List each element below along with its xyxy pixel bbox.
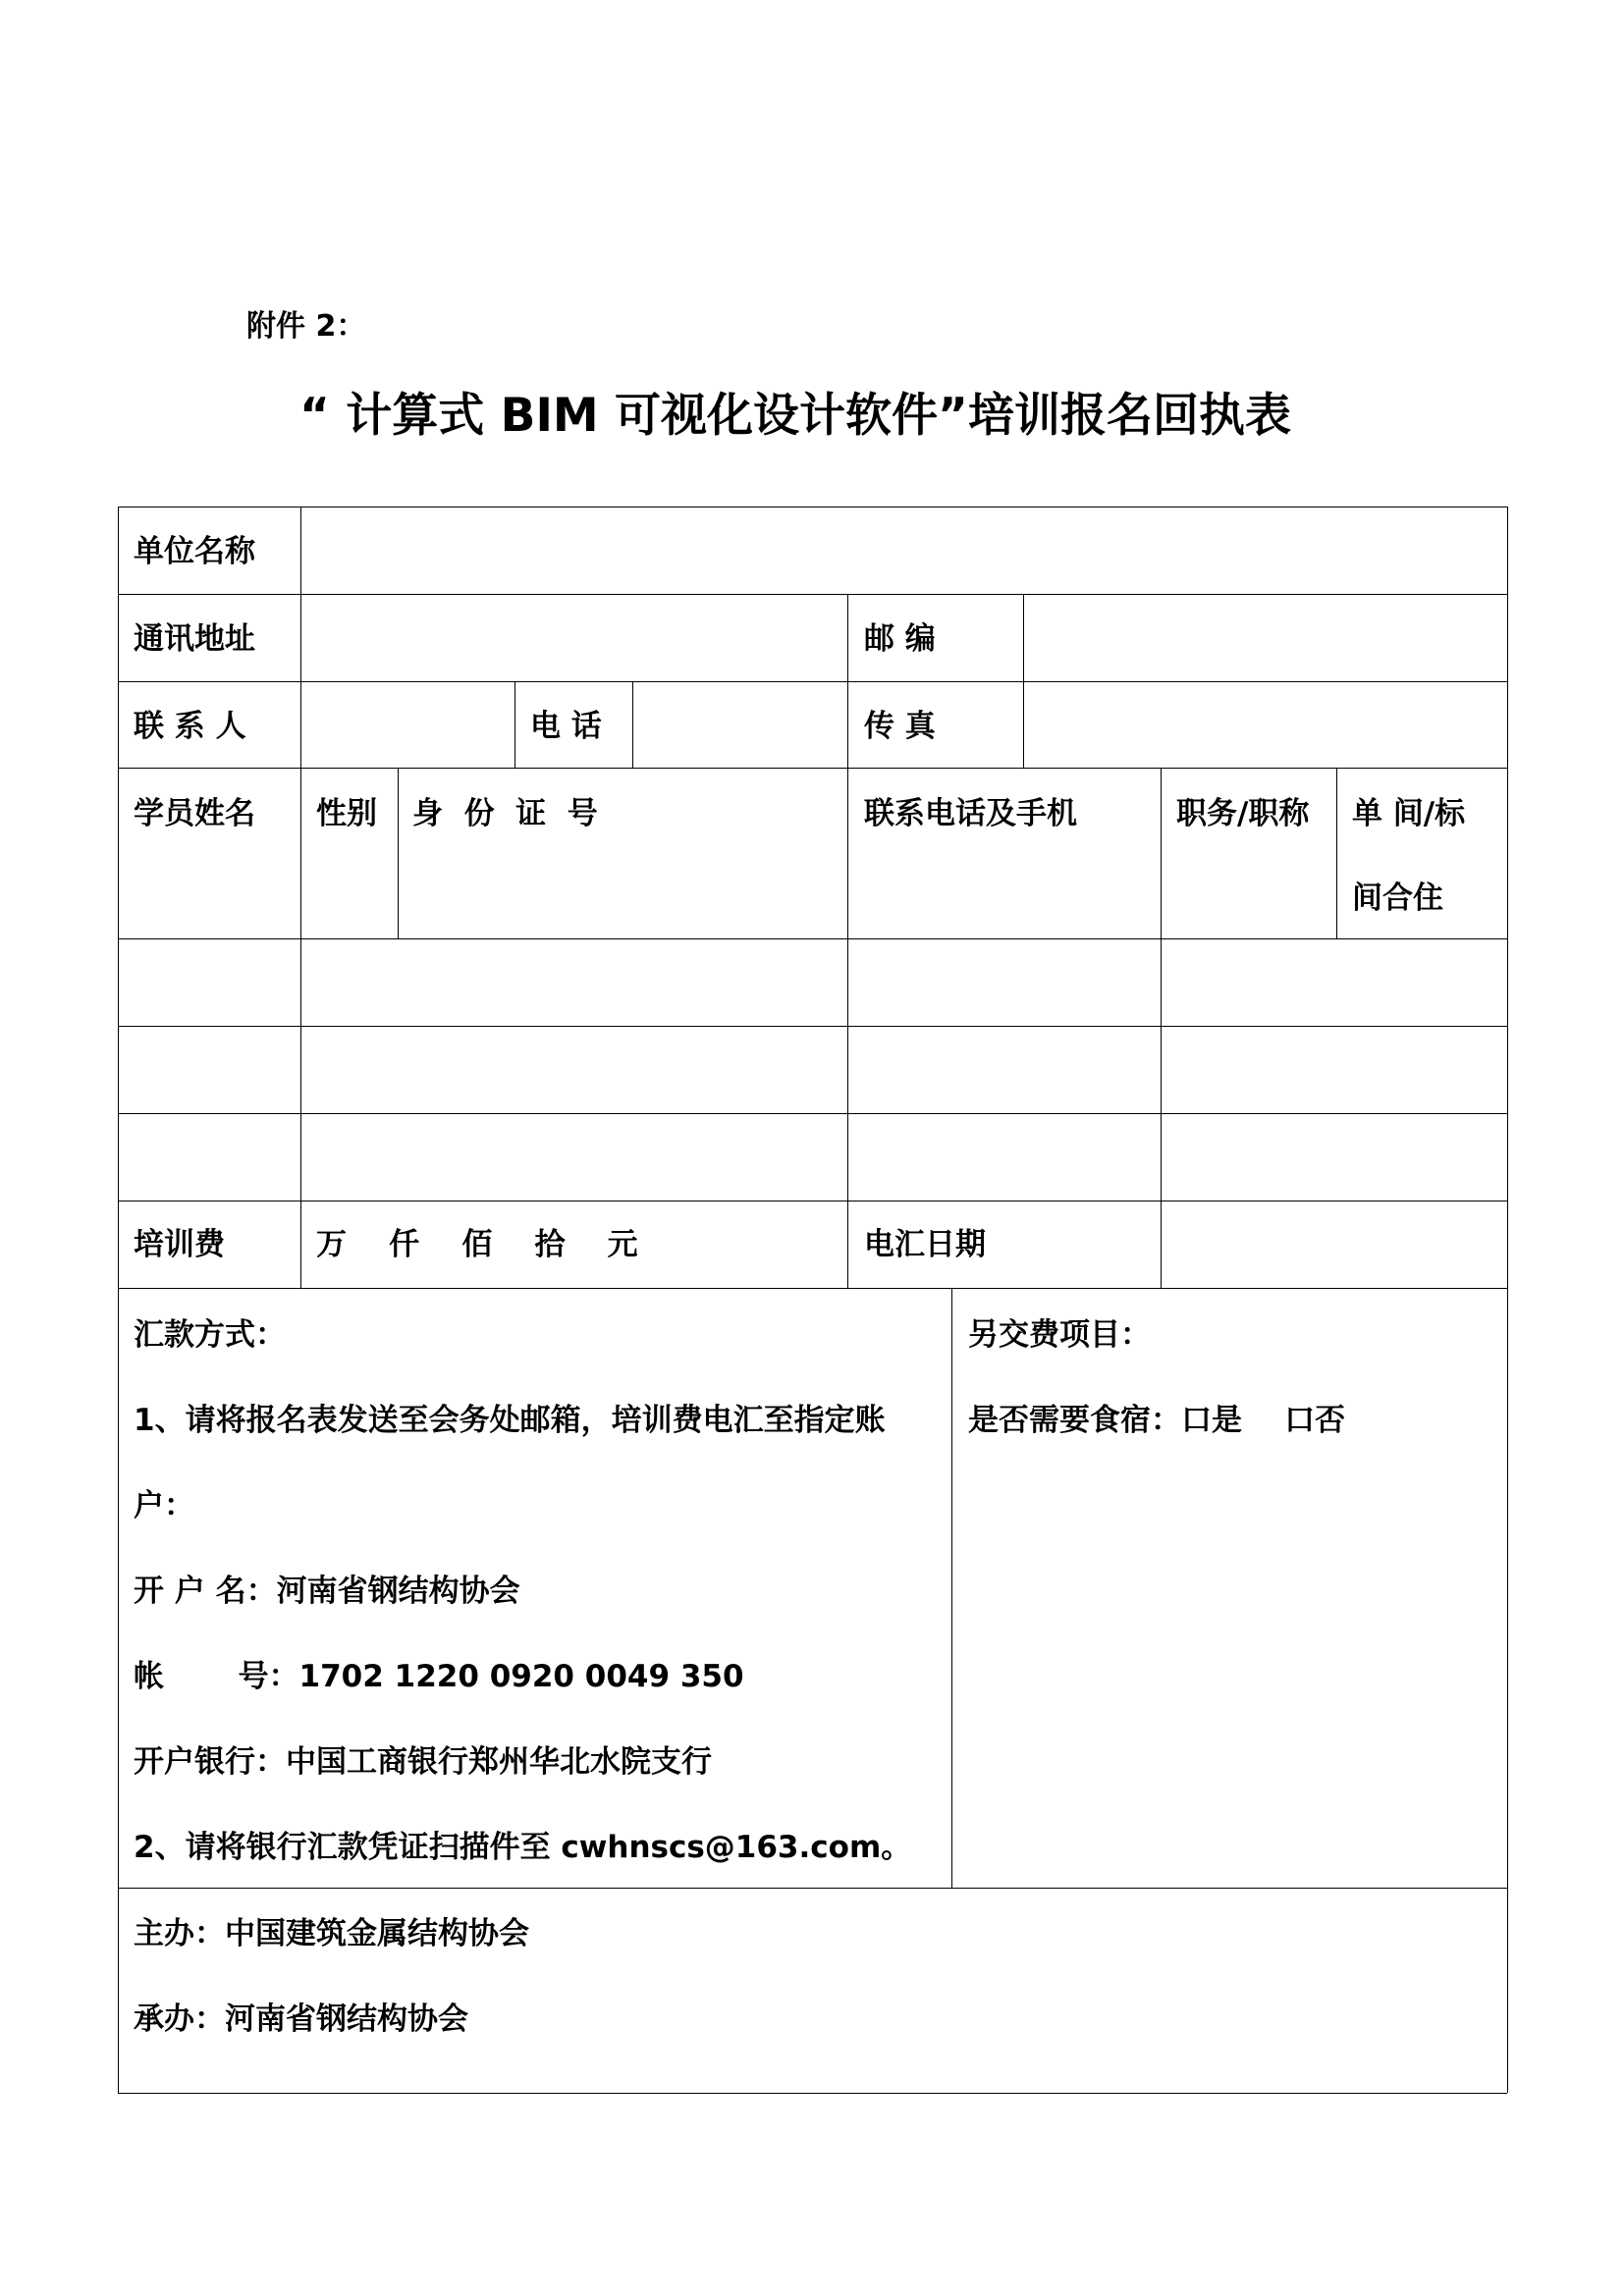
account-number: 帐 号：1702 1220 0920 0049 350 — [134, 1659, 744, 1694]
meal-lodging-option[interactable]: 是否需要食宿：口是 口否 — [968, 1403, 1346, 1438]
remittance-line1b: 户： — [134, 1488, 194, 1523]
header-gender: 性别 — [316, 796, 377, 831]
remittance-line2: 2、请将银行汇款凭证扫描件至 cwhnscs@163.com。 — [134, 1830, 912, 1865]
label-contact: 联 系 人 — [134, 709, 246, 744]
remittance-heading: 汇款方式： — [134, 1317, 286, 1353]
page-title: “ 计算式 BIM 可视化设计软件”培训报名回执表 — [299, 389, 1291, 443]
header-id-number: 身 份 证 号 — [412, 796, 598, 831]
header-position: 职务/职称 — [1176, 796, 1310, 831]
organizer: 主办：中国建筑金属结构协会 — [134, 1916, 529, 1951]
label-address: 通讯地址 — [134, 621, 255, 657]
header-room-type: 单 间/标 — [1352, 796, 1466, 831]
label-fee: 培训费 — [134, 1227, 225, 1262]
header-room-type-line2: 间合住 — [1352, 881, 1443, 916]
header-contact-phone: 联系电话及手机 — [864, 796, 1077, 831]
remittance-line1: 1、请将报名表发送至会务处邮箱，培训费电汇至指定账 — [134, 1403, 886, 1438]
co-organizer: 承办：河南省钢结构协会 — [134, 2002, 468, 2037]
header-student-name: 学员姓名 — [134, 796, 255, 831]
label-remit-date: 电汇日期 — [864, 1227, 986, 1262]
label-phone: 电 话 — [530, 709, 602, 744]
extra-fee-heading: 另交费项目： — [968, 1317, 1151, 1353]
account-name: 开 户 名：河南省钢结构协会 — [134, 1574, 520, 1609]
label-fax: 传 真 — [864, 709, 936, 744]
attachment-label: 附件 2： — [246, 309, 366, 344]
bank-name: 开户银行：中国工商银行郑州华北水院支行 — [134, 1744, 712, 1780]
label-unit-name: 单位名称 — [134, 534, 255, 569]
label-postcode: 邮 编 — [864, 621, 936, 657]
fee-units: 万 仟 佰 拾 元 — [316, 1227, 638, 1262]
